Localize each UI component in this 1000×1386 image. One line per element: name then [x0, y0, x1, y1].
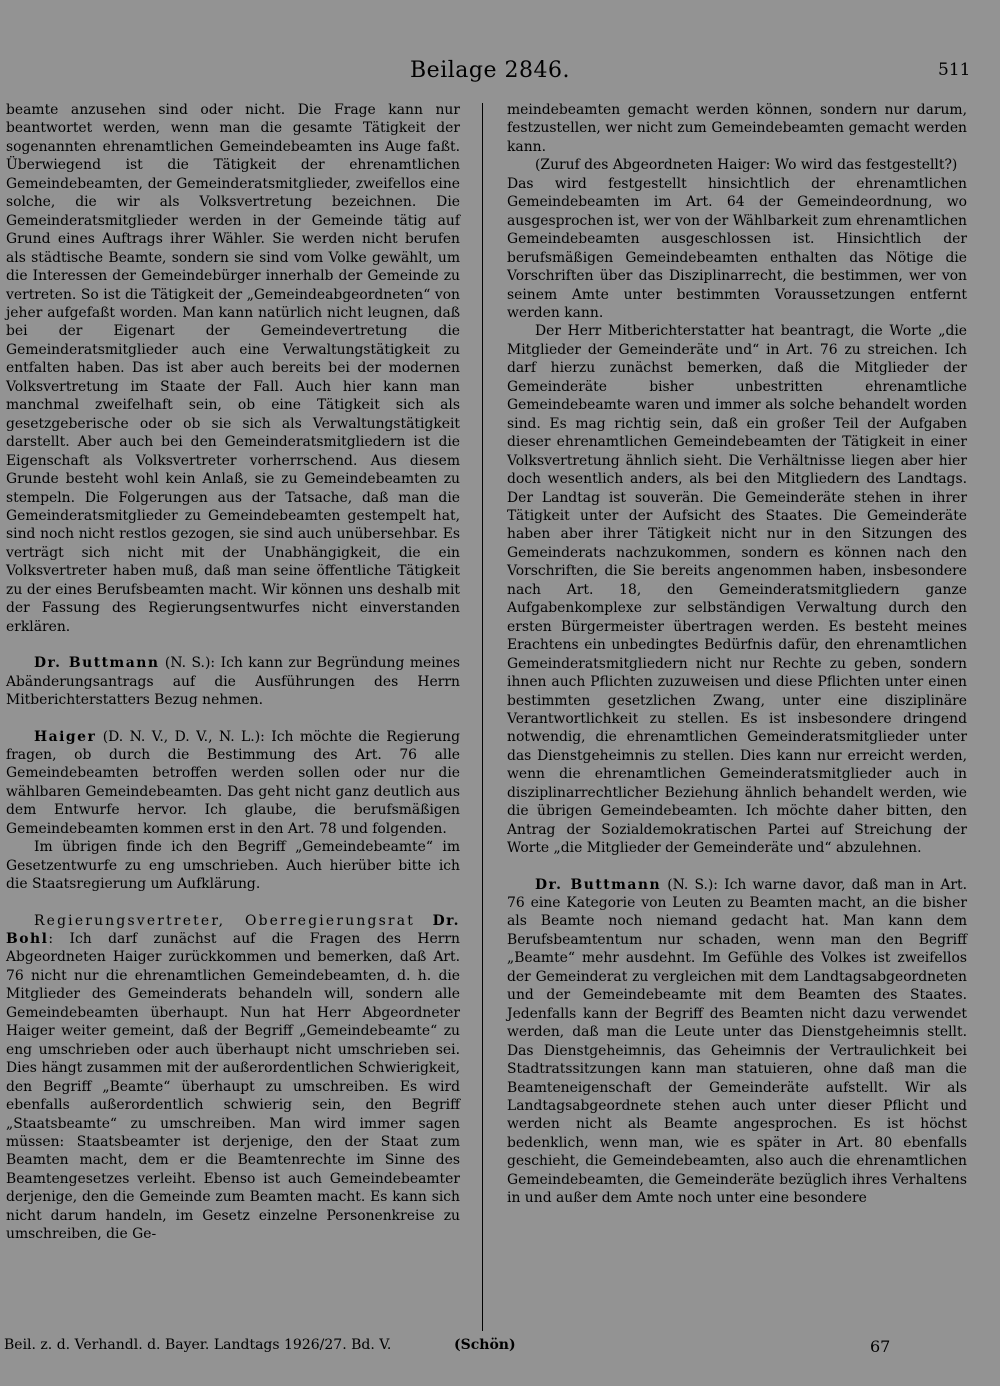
speaker-name: Dr. Bohl: [6, 912, 460, 948]
speech-text: (N. S.): Ich warne davor, daß man in Art. 76 eine Kategorie von Leuten zu Beamten macht, an die bisher als Beamte noch niemand gedacht hat. Man kann dem Berufsbeamtentum nur schaden, wenn man den Begriff „Beamte“ mehr ausdehnt. Im Gefühle des Volkes ist zweifellos der Gemeinderat zu vergleichen mit dem Landtagsabgeordneten und der Gemeindebeamte mit dem Beamten des Staates. Jedenfalls kann der Begriff des Beamten nicht dazu verwendet werden, daß man die Leute unter das Dienstgeheimnis stellt. Das Dienstgeheimnis, das Geheimnis der Vertraulichkeit bei Stadtratssitzungen kann man statuieren, ohne daß man die Beamteneigenschaft der Gemeinderäte aufstellt. Wir als Landtagsabgeordnete stehen auch unter dieser Pflicht und werden nicht als Beamte angesprochen. Es ist höchst bedenklich, wenn man, wie es später in Art. 80 ebenfalls geschieht, die Gemeindebeamten, also auch die ehrenamtlichen Gemeindebeamten, die Gemeinderäte bezüglich ihres Verhaltens in und außer dem Amte noch unter eine besondere: [507, 876, 967, 1207]
speech-text: (D. N. V., D. V., N. L.): Ich möchte die Regierung fragen, ob durch die Bestimmung des Art. 76 alle Gemeindebeamten betroffen werden sollen oder nur die wählbaren Gemeindebeamten. Das geht nicht ganz deutlich aus dem Entwurfe hervor. Ich glaube, die berufsmäßigen Gemeindebeamten kommen erst in den Art. 78 und folgenden.: [6, 728, 460, 837]
interjection: (Zuruf des Abgeordneten Haiger: Wo wird das festgestellt?): [535, 157, 958, 174]
paragraph: Im übrigen finde ich den Begriff „Gemeindebeamte“ im Gesetzentwurfe zu eng umschrieben. Auch hierüber bitte ich die Staatsregierung um Aufklärung.: [6, 839, 460, 893]
speech-text: (N. S.): Ich kann zur Begründung meines Abänderungsantrags auf die Ausführungen des Herrn Mitberichterstatters Bezug nehmen.: [6, 655, 460, 709]
column-divider: [482, 103, 483, 1331]
speaker-role: Regierungsvertreter, Oberregierungsrat: [34, 912, 416, 929]
speaker-name: Haiger: [34, 728, 97, 745]
speech-paragraph: [6, 728, 460, 839]
page-header-title: Beilage 2846.: [410, 58, 570, 83]
page-number: 511: [938, 60, 971, 80]
speech-paragraph: [6, 912, 460, 1244]
left-column: [6, 101, 460, 1244]
speech-paragraph: [6, 654, 460, 709]
speech-text: : Ich darf zunächst auf die Fragen des Herrn Abgeordneten Haiger zurückkommen und bemerken, daß Art. 76 nicht nur die ehrenamtlichen Gemeindebeamten, d. h. die Mitglieder des Gemeinderats behandeln will, sondern alle Gemeindebeamten überhaupt. Nun hat Herr Abgeordneter Haiger weiter gemeint, daß der Begriff „Gemeindebeamte“ zu eng umschrieben oder auch überhaupt nicht umschrieben sei. Dies hängt zusammen mit der außerordentlichen Schwierigkeit, den Begriff „Beamte“ überhaupt zu umschreiben. Es wird ebenfalls außerordentlich schwierig sein, den Begriff „Staatsbeamte“ zu umschreiben. Man wird immer sagen müssen: Staatsbeamter ist derjenige, den der Staat zum Beamten macht, dem er die Beamtenrechte im Sinne des Beamtengesetzes verleiht. Ebenso ist auch Gemeindebeamter derjenige, den die Gemeinde zum Beamten macht. Es kann sich nicht darum handeln, im Gesetz einzelne Personenkreise zu umschreiben, die Ge-: [6, 931, 460, 1243]
footer-sheet-number: 67: [870, 1337, 891, 1356]
footer-source: Beil. z. d. Verhandl. d. Bayer. Landtags 1926/27. Bd. V.: [4, 1337, 392, 1353]
speech-paragraph: [507, 876, 967, 1208]
speaker-name: Dr. Buttmann: [34, 655, 160, 672]
paragraph: beamte anzusehen sind oder nicht. Die Frage kann nur beantwortet werden, wenn man die gesamte Tätigkeit der sogenannten ehrenamtlichen Gemeindebeamten ins Auge faßt. Überwiegend ist die Tätigkeit der ehrenamtlichen Gemeindebeamten, der Gemeinderatsmitglieder, zweifellos eine solche, die wir als Volksvertretung bezeichnen. Die Gemeinderatsmitglieder werden in der Gemeinde tätig auf Grund eines Auftrags ihrer Wähler. Sie werden nicht berufen als städtische Beamte, sondern sie sind vom Volke gewählt, um die Interessen der Gemeindebürger innerhalb der Gemeinde zu vertreten. So ist die Tätigkeit der „Gemeindeabgeordneten“ von jeher aufgefaßt worden. Man kann natürlich nicht leugnen, daß bei der Eigenart der Gemeindevertretung die Gemeinderatsmitglieder auch eine Verwaltungstätigkeit zu entfalten haben. Das ist aber auch bereits bei der modernen Volksvertretung im Staate der Fall. Auch hier kann man manchmal zweifelhaft sein, ob eine Tätigkeit sich als gesetzgeberische oder ob sie sich als Verwaltungstätigkeit darstellt. Aber auch bei den Gemeinderatsmitgliedern ist die Eigenschaft als Volksvertreter vorherrschend. Aus diesem Grunde besteht wohl kein Anlaß, sie zu Gemeindebeamten zu stempeln. Die Folgerungen aus der Tatsache, daß man die Gemeinderatsmitglieder zu Gemeindebeamten gestempelt hat, sind noch nicht restlos gezogen, sie sind auch unübersehbar. Es verträgt sich nicht mit der Unabhängigkeit, die ein Volksvertreter haben muß, daß man seine öffentliche Tätigkeit zu der eines Berufsbeamten macht. Wir können uns deshalb mit der Fassung des Regierungsentwurfes nicht einverstanden erklären.: [6, 102, 460, 635]
speaker-name: Dr. Buttmann: [535, 876, 662, 893]
right-column: [507, 101, 967, 1208]
footer-printer: (Schön): [454, 1337, 516, 1353]
paragraph: meindebeamten gemacht werden können, sondern nur darum, festzustellen, wer nicht zum Gemeindebeamten gemacht werden kann.: [507, 102, 967, 155]
paragraph: Das wird festgestellt hinsichtlich der ehrenamtlichen Gemeindebeamten im Art. 64 der Gemeindeordnung, wo ausgesprochen ist, wer von der Wählbarkeit zum ehrenamtlichen Gemeindebeamten ausgeschlossen ist. Hinsichtlich der berufsmäßigen Gemeindebeamten enthalten das Nötige die Vorschriften über das Disziplinarrecht, die bestimmen, wer von seinem Amte unter bestimmten Voraussetzungen entfernt werden kann.: [507, 175, 967, 321]
paragraph: Der Herr Mitberichterstatter hat beantragt, die Worte „die Mitglieder der Gemeinderäte und“ in Art. 76 zu streichen. Ich darf hierzu zunächst bemerken, daß die Mitglieder der Gemeinderäte bisher unbestritten ehrenamtliche Gemeindebeamte waren und immer als solche behandelt worden sind. Es mag richtig sein, daß ein großer Teil der Aufgaben dieser ehrenamtlichen Gemeindebeamten der Tätigkeit in einer Volksvertretung ähnlich sieht. Die Verhältnisse liegen aber hier doch wesentlich anders, als bei den Mitgliedern des Landtags. Der Landtag ist souverän. Die Gemeinderäte stehen in ihrer Tätigkeit unter der Aufsicht des Staates. Die Gemeinderäte haben aber ihrer Tätigkeit nicht nur in den Sitzungen des Gemeinderats nachzukommen, sondern es können nach den Vorschriften, die Sie bereits angenommen haben, insbesondere nach Art. 18, den Gemeinderatsmitgliedern ganze Aufgabenkomplexe zur selbständigen Verwaltung durch den ersten Bürgermeister übertragen werden. Es besteht meines Erachtens ein unbedingtes Bedürfnis dafür, den ehrenamtlichen Gemeinderatsmitgliedern nicht nur Rechte zu geben, sondern ihnen auch Pflichten zuzuweisen und diese Pflichten unter einen bestimmten gesetzlichen Zwang, unter eine disziplinäre Verantwortlichkeit zu stellen. Es ist insbesondere dringend notwendig, die ehrenamtlichen Gemeinderatsmitglieder unter das Dienstgeheimnis zu stellen. Dies kann nur erreicht werden, wenn die ehrenamtlichen Gemeinderatsmitglieder auch in disziplinarrechtlicher Beziehung ähnlich behandelt werden, wie die übrigen Gemeindebeamten. Ich möchte daher bitten, den Antrag der Sozialdemokratischen Partei auf Streichung der Worte „die Mitglieder der Gemeinderäte und“ abzulehnen.: [507, 323, 967, 857]
